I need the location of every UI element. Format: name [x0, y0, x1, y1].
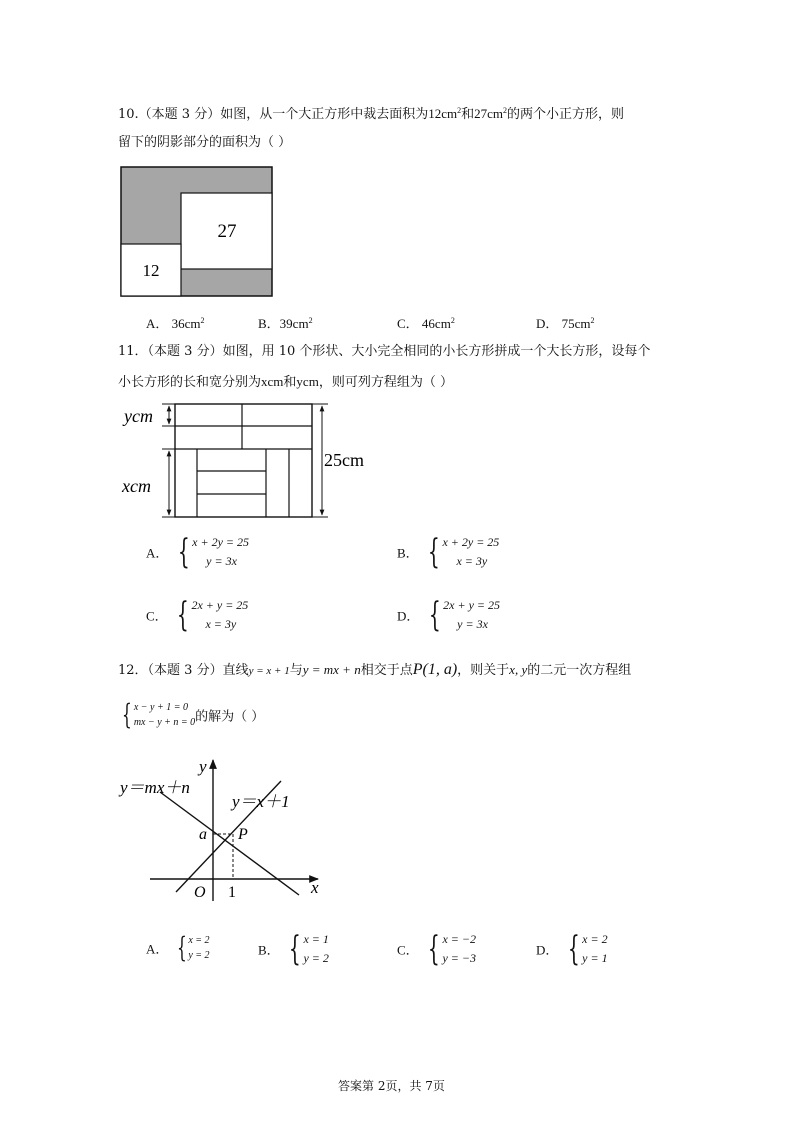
q11-big-rect: [175, 404, 312, 517]
q12-eq-a: y = x + 1: [248, 665, 290, 677]
q12-label-origin: O: [194, 884, 206, 901]
q12-label-y: y: [199, 757, 207, 776]
q12-stem-line1: 12．（本题 3 分）直线y = x + 1与y = mx + n相交于点P(1, a)，则关于x, y的二元一次方程组: [118, 661, 632, 678]
q10-option-d[interactable]: D． $75cm^2$: [536, 316, 595, 331]
q10-text-b: 的两个小正方形，则: [507, 107, 625, 122]
q12-option-d[interactable]: D． { x = 2 y = 1: [536, 929, 608, 969]
q12-graph: [118, 756, 328, 904]
q10-label-12: 12: [142, 261, 160, 280]
q10-option-b[interactable]: B．$39cm^2$: [258, 316, 313, 331]
q10-option-a[interactable]: A． $36cm^2$: [146, 316, 205, 331]
q11-stem-line2: 小长方形的长和宽分别为xcm和ycm，则可列方程组为（ ）: [118, 374, 453, 390]
q10-shaded-left: [121, 167, 181, 244]
q12-eq-b: y = mx + n: [302, 662, 361, 677]
q11-height-label: 25cm: [324, 450, 364, 470]
q10-area2: $27cm^2$: [474, 106, 508, 121]
q12-sys-eq1: x − y + 1 = 0: [133, 702, 188, 713]
q11-y-label: ycm: [124, 406, 153, 426]
q10-shaded-bottom: [181, 269, 272, 296]
q10-text-a: 10.（本题 3 分）如图，从一个大正方形中裁去面积为: [118, 107, 429, 122]
q12-label-x: x: [311, 878, 319, 897]
q12-sys-eq2: mx − y + n = 0: [133, 717, 196, 728]
q11-option-c[interactable]: C． { 2x + y = 25 x = 3y: [146, 595, 249, 635]
q12-label-x-1: y＝x＋1: [232, 792, 290, 811]
q11-stem-line1: 11．（本题 3 分）如图，用 10 个形状、大小完全相同的小长方形拼成一个大长方形，设每个: [118, 344, 651, 359]
q10-option-c[interactable]: C． $46cm^2$: [397, 316, 455, 331]
q11-figure: [118, 398, 378, 522]
q10-figure: [120, 166, 274, 298]
q11-xcm: xcm: [261, 374, 284, 389]
q10-and: 和: [461, 107, 475, 122]
q11-ycm: ycm: [296, 374, 319, 389]
q12-option-c[interactable]: C． { x = −2 y = −3: [397, 929, 476, 969]
q11-option-a[interactable]: A． { x + 2y = 25 y = 3x: [146, 532, 250, 572]
q12-option-a[interactable]: A． { x = 2 y = 2: [146, 931, 210, 964]
q12-label-mx-n: y＝mx＋n: [120, 778, 190, 797]
q12-stem-line2: { x − y + 1 = 0 mx − y + n = 0 的解为（ ）: [122, 698, 265, 731]
q12-point: P(1, a): [412, 661, 458, 678]
q11-option-b[interactable]: B． { x + 2y = 25 x = 3y: [397, 532, 500, 572]
q11-option-d[interactable]: D． { 2x + y = 25 y = 3x: [397, 595, 501, 635]
q12-option-b[interactable]: B． { x = 1 y = 2: [258, 929, 329, 969]
q10-area1: $12cm^2$: [428, 106, 462, 121]
q10-label-27: 27: [217, 221, 237, 242]
q12-label-a: a: [199, 826, 207, 843]
q12-label-one: 1: [228, 884, 236, 901]
q12-label-P: P: [238, 826, 248, 843]
q11-x-label: xcm: [122, 476, 151, 496]
q10-stem-line2: 留下的阴影部分的面积为（ ）: [118, 135, 292, 150]
page-footer: 答案第 2页，共 7页: [338, 1079, 445, 1093]
